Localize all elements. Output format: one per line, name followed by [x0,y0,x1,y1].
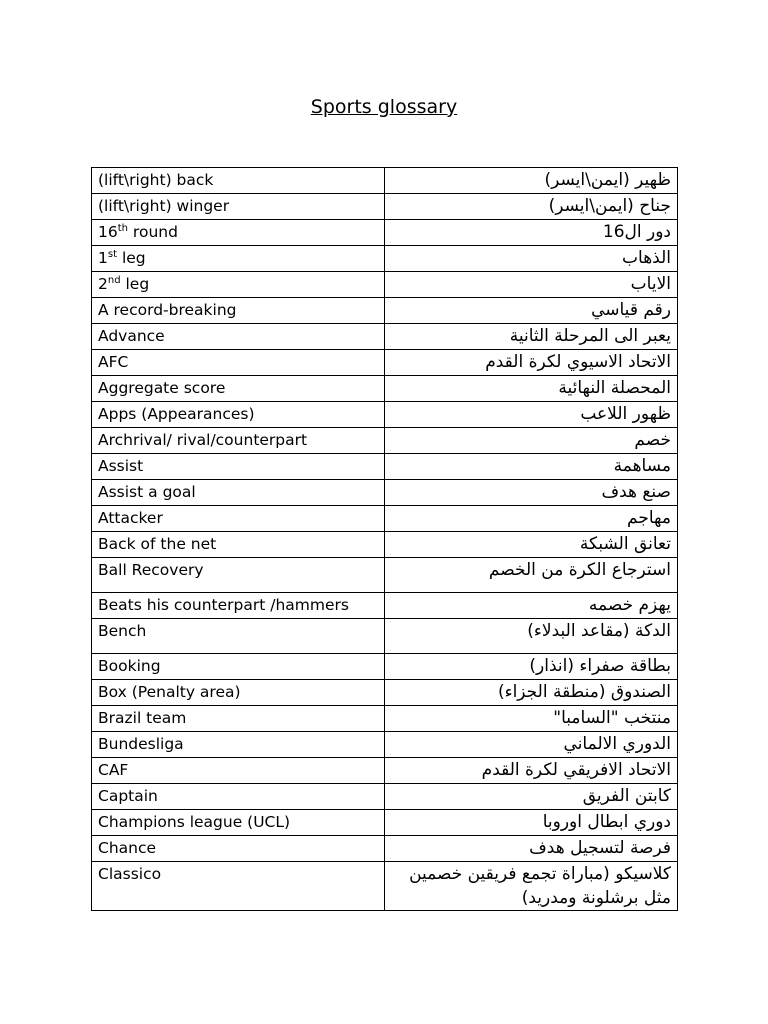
table-row [92,272,678,298]
term-text: round [128,223,178,241]
table-row [92,246,678,272]
term-text: leg [117,249,146,267]
term-number: 1 [98,249,108,267]
english-term: Assist a goal [92,480,385,506]
english-term: Captain [92,784,385,810]
english-term: CAF [92,758,385,784]
table-row [92,758,678,784]
table-row [92,376,678,402]
english-term: Brazil team [92,706,385,732]
english-term: Apps (Appearances) [92,402,385,428]
table-row [92,862,678,911]
table-row [92,194,678,220]
english-term: Ball Recovery [92,558,385,593]
arabic-term: يهزم خصمه [385,593,678,619]
english-term: (lift\right) back [92,168,385,194]
english-term: Bench [92,619,385,654]
table-row [92,506,678,532]
page-title: Sports glossary [310,96,458,118]
arabic-term: دور ال16 [385,220,678,246]
table-row [92,810,678,836]
table-row [92,732,678,758]
arabic-term: مساهمة [385,454,678,480]
table-row [92,480,678,506]
arabic-term: كابتن الفريق [385,784,678,810]
english-term: Classico [92,862,385,911]
arabic-term: فرصة لتسجيل هدف [385,836,678,862]
arabic-term: جناح (ايمن\ايسر) [385,194,678,220]
arabic-term: مهاجم [385,506,678,532]
table-row [92,402,678,428]
table-row [92,680,678,706]
table-row [92,784,678,810]
arabic-term: ظهير (ايمن\ايسر) [385,168,678,194]
english-term [92,220,385,246]
arabic-term: المحصلة النهائية [385,376,678,402]
arabic-term: الاياب [385,272,678,298]
english-term: Chance [92,836,385,862]
table-row [92,220,678,246]
arabic-term: خصم [385,428,678,454]
table-row [92,532,678,558]
arabic-term: الدوري الالماني [385,732,678,758]
english-term [92,246,385,272]
arabic-term: يعبر الى المرحلة الثانية [385,324,678,350]
table-row [92,298,678,324]
arabic-term: منتخب "السامبا" [385,706,678,732]
term-text: leg [120,275,150,293]
arabic-term: الدكة (مقاعد البدلاء) [385,619,678,654]
english-term: Attacker [92,506,385,532]
arabic-term: كلاسيكو (مباراة تجمع فريقين خصمين مثل برشلونة ومدريد) [385,862,678,911]
table-row [92,836,678,862]
table-row [92,350,678,376]
ordinal-suffix: st [107,248,118,260]
english-term: Beats his counterpart /hammers [92,593,385,619]
table-row [92,654,678,680]
table-row [92,619,678,654]
english-term: Assist [92,454,385,480]
arabic-term: الاتحاد الاسيوي لكرة القدم [385,350,678,376]
english-term: (lift\right) winger [92,194,385,220]
arabic-term: استرجاع الكرة من الخصم [385,558,678,593]
english-term: Champions league (UCL) [92,810,385,836]
table-row [92,428,678,454]
arabic-term: صنع هدف [385,480,678,506]
arabic-term: الذهاب [385,246,678,272]
arabic-term: الصندوق (منطقة الجزاء) [385,680,678,706]
table-row [92,706,678,732]
english-term: Back of the net [92,532,385,558]
arabic-term: الاتحاد الافريقي لكرة القدم [385,758,678,784]
english-term: Box (Penalty area) [92,680,385,706]
english-term: Advance [92,324,385,350]
term-number: 16 [98,223,118,241]
english-term: Booking [92,654,385,680]
arabic-term: ظهور اللاعب [385,402,678,428]
ordinal-suffix: nd [107,274,121,286]
arabic-term: رقم قياسي [385,298,678,324]
table-row [92,558,678,593]
arabic-term: تعانق الشبكة [385,532,678,558]
ordinal-suffix: th [117,222,128,234]
english-term [92,272,385,298]
table-row [92,168,678,194]
english-term: Aggregate score [92,376,385,402]
glossary-table [91,167,678,911]
arabic-term: بطاقة صفراء (انذار) [385,654,678,680]
term-number: 2 [98,275,108,293]
english-term: Archrival/ rival/counterpart [92,428,385,454]
table-row [92,454,678,480]
english-term: Bundesliga [92,732,385,758]
table-row [92,593,678,619]
table-row [92,324,678,350]
english-term: A record-breaking [92,298,385,324]
english-term: AFC [92,350,385,376]
arabic-term: دوري ابطال اوروبا [385,810,678,836]
